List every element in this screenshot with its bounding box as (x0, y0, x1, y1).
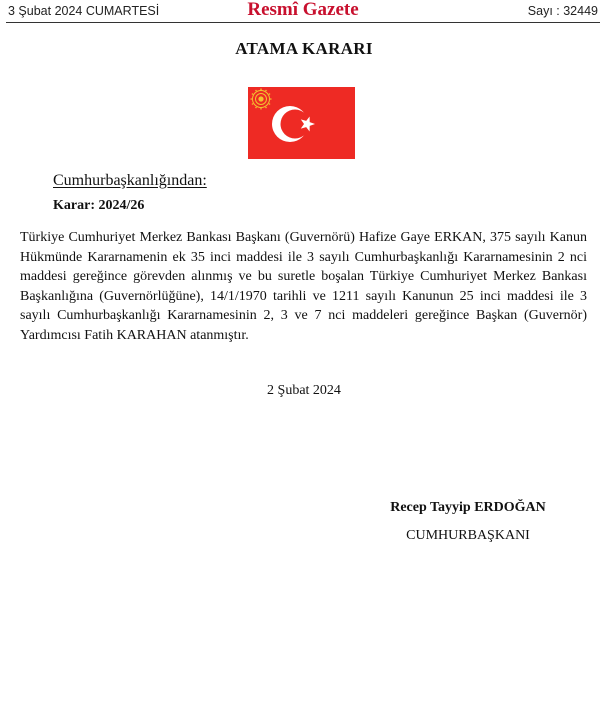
decision-body: Türkiye Cumhuriyet Merkez Bankası Başkanı (Guvernörü) Hafize Gaye ERKAN, 375 sayılı Kanun Hükmünde Kararnamenin ek 35 inci maddesi ile 3 sayılı Cumhurbaşkanlığı Kararnamesinin 2 nci maddesi gereğince görevden alınmış ve bu suretle boşalan Türkiye Cumhuriyet Merkez Bankası Başkanlığına (Guvernörlüğüne), 14/1/1970 tarihli ve 1211 sayılı Kanunun 25 inci maddesi ile 3 sayılı Cumhurbaşkanlığı Kararnamesinin 2, 3 ve 7 nci maddeleri gereğince Başkan (Guvernör) Yardımcısı Fatih KARAHAN atanmıştır. (20, 230, 587, 343)
signatory-title: CUMHURBAŞKANI (406, 528, 530, 543)
gazette-header (6, 0, 600, 23)
decision-number: Karar: 2024/26 (53, 198, 145, 213)
publication-date: 3 Şubat 2024 CUMARTESİ (8, 4, 160, 18)
document-heading: ATAMA KARARI (235, 39, 373, 58)
signatory-name: Recep Tayyip ERDOĞAN (390, 500, 546, 515)
turkish-flag-icon (248, 87, 355, 159)
issue-number: Sayı : 32449 (527, 4, 598, 18)
issuing-authority: Cumhurbaşkanlığından: (53, 172, 207, 189)
gazette-title: Resmî Gazete (247, 0, 359, 20)
decision-date: 2 Şubat 2024 (267, 383, 341, 398)
